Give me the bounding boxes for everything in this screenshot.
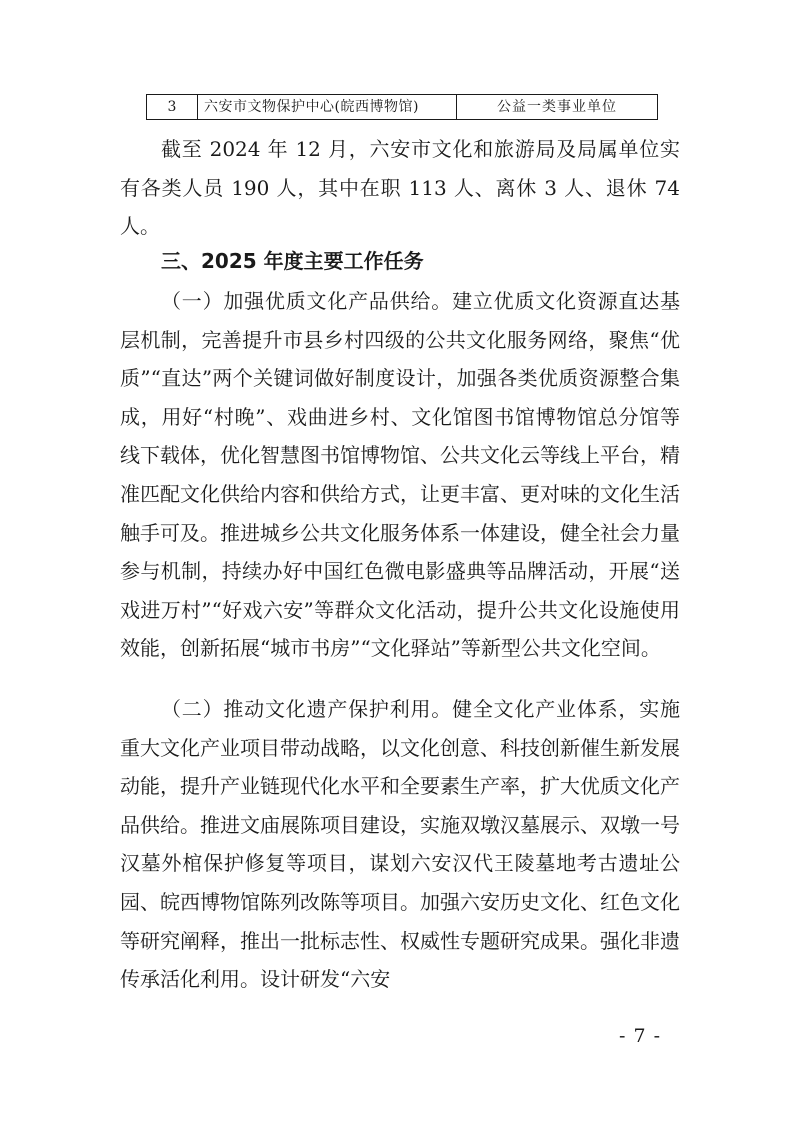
- unit-table: [146, 94, 658, 120]
- staff-paragraph: 截至 2024 年 12 月，六安市文化和旅游局及局属单位实有各类人员 190 人，其中在职 113 人、离休 3 人、退休 74 人。: [120, 137, 680, 239]
- section-one-paragraph: （一）加强优质文化产品供给。建立优质文化资源直达基层机制，完善提升市县乡村四级的公共文化服务网络，聚焦“优质”“直达”两个关键词做好制度设计，加强各类优质资源整合集成，用好“村晚”、戏曲进乡村、文化馆图书馆博物馆总分馆等线下载体，优化智慧图书馆博物馆、公共文化云等线上平台，精准匹配文化供给内容和供给方式，让更丰富、更对味的文化生活触手可及。推进城乡公共文化服务体系一体建设，健全社会力量参与机制，持续办好中国红色微电影盛典等品牌活动，开展“送戏进万村”“好戏六安”等群众文化活动，提升公共文化设施使用效能，创新拓展“城市书房”“文化驿站”等新型公共文化空间。: [120, 289, 680, 661]
- unit-type-cell: 公益一类事业单位: [457, 95, 658, 120]
- page-number: - 7 -: [619, 1025, 662, 1047]
- section-heading: 三、2025 年度主要工作任务: [161, 249, 424, 273]
- row-index-cell: 3: [147, 95, 198, 120]
- section-two-paragraph: （二）推动文化遗产保护利用。健全文化产业体系，实施重大文化产业项目带动战略，以文化创意、科技创新催生新发展动能，提升产业链现代化水平和全要素生产率，扩大优质文化产品供给。推进文庙展陈项目建设，实施双墩汉墓展示、双墩一号汉墓外棺保护修复等项目，谋划六安汉代王陵墓地考古遗址公园、皖西博物馆陈列改陈等项目。加强六安历史文化、红色文化等研究阐释，推出一批标志性、权威性专题研究成果。强化非遗传承活化利用。设计研发“六安: [120, 697, 680, 992]
- unit-name-cell: 六安市文物保护中心(皖西博物馆): [198, 95, 457, 120]
- table-row: [147, 95, 658, 120]
